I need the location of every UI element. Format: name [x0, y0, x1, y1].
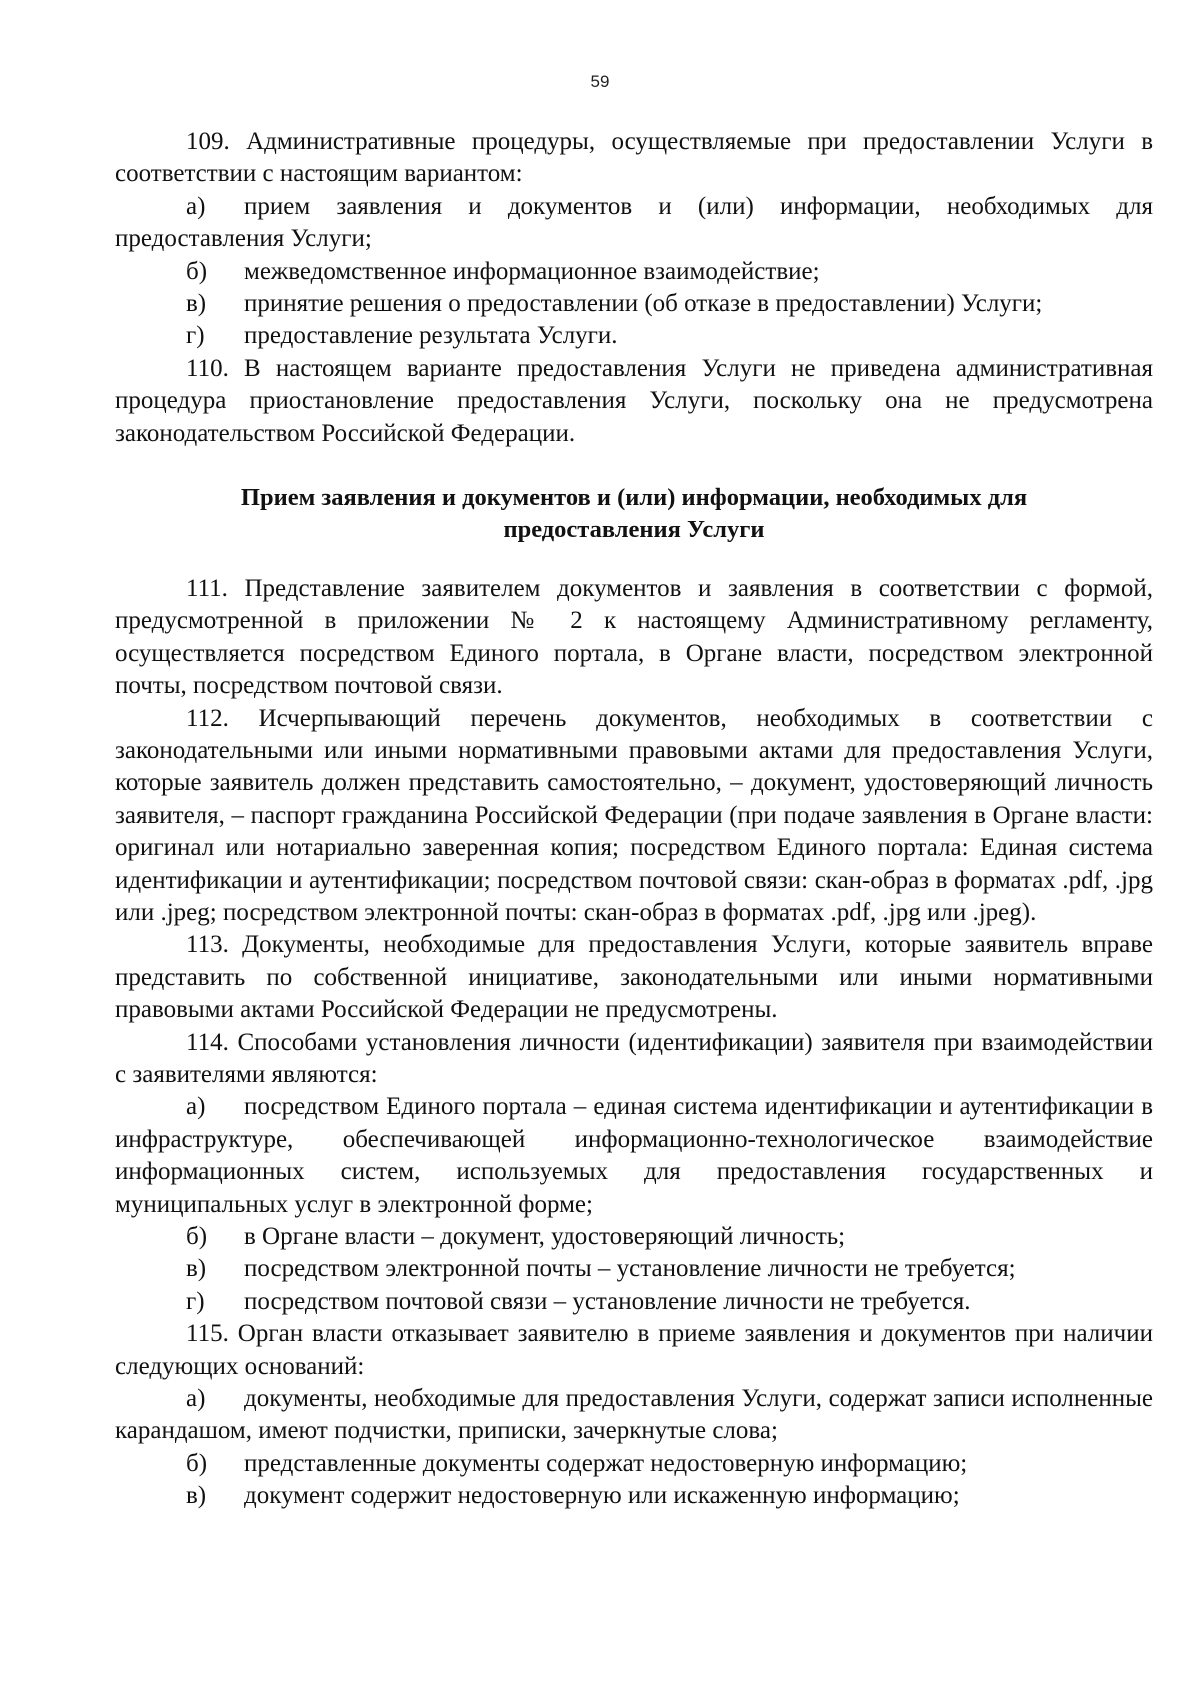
paragraph: 115. Орган власти отказывает заявителю в приеме заявления и документов при наличии следующих оснований: [115, 1320, 1153, 1380]
list-item-label: а) [186, 1385, 206, 1413]
list-item-label: б) [186, 1223, 208, 1250]
list-item [115, 1253, 1153, 1285]
list-item-text: посредством почтовой связи – установление личности не требуется. [244, 1287, 971, 1315]
list-item-label: а) [186, 1093, 206, 1121]
paragraph: 110. В настоящем варианте предоставления Услуги не приведена административная процедура приостановление предоставления Услуги, поскольку она не предусмотрена законодательством Российской Федерации. [115, 354, 1153, 447]
section-application-intake [115, 573, 1153, 1513]
section-procedures [115, 126, 1153, 450]
list-item [115, 1286, 1153, 1318]
paragraph: 112. Исчерпывающий перечень документов, необходимых в соответствии с законодательными или иными нормативными правовыми актами для предоставления Услуги, которые заявитель должен представить самостоятельно, – документ, удостоверяющий личность заявителя, – паспорт гражданина Российской Федерации (при подаче заявления в Органе власти: оригинал или нотариально заверенная копия; посредством Единого портала: Единая система идентификации и аутентификации; посредством почтовой связи: скан-образ в форматах .pdf, .jpg или .jpeg; посредством электронной почты: скан-образ в форматах .pdf, .jpg или .jpeg). [115, 704, 1153, 926]
list-item-label: в) [186, 290, 207, 318]
list-item-text: в Органе власти – документ, удостоверяющий личность; [244, 1223, 846, 1250]
list-item [115, 191, 1153, 256]
list-item-text: предоставление результата Услуги. [244, 322, 618, 350]
list-item-text: посредством Единого портала – единая система идентификации и аутентификации в инфраструктуре, обеспечивающей информационно-технологическое взаимодействие информационных систем, используемых для предоставления государственных и муниципальных услуг в электронной форме; [115, 1093, 1153, 1218]
list-item [115, 256, 1153, 288]
heading-line-1: Прием заявления и документов и (или) информации, необходимых для [240, 484, 1028, 512]
list-item-label: б) [186, 1449, 208, 1477]
list-item-label: г) [186, 322, 205, 350]
list-item-label: а) [186, 192, 206, 220]
list-item-label: в) [186, 1482, 207, 1510]
paragraph: 111. Представление заявителем документов и заявления в соответствии с формой, предусмотренной в приложении № 2 к настоящему Административному регламенту, осуществляется посредством Единого портала, в Органе власти, посредством электронной почты, посредством почтовой связи. [115, 574, 1153, 700]
list-item [115, 288, 1153, 320]
list-item [115, 1383, 1153, 1448]
list-item-text: документ содержит недостоверную или искаженную информацию; [244, 1482, 960, 1510]
list-item-text: представленные документы содержат недостоверную информацию; [244, 1449, 968, 1477]
list-item-text: принятие решения о предоставлении (об отказе в предоставлении) Услуги; [244, 290, 1043, 318]
list-item [115, 1448, 1153, 1480]
section-heading [115, 482, 1153, 547]
list-item-label: в) [186, 1255, 207, 1283]
list-item-label: б) [186, 257, 208, 285]
paragraph: 109. Административные процедуры, осуществляемые при предоставлении Услуги в соответствии с настоящим вариантом: [115, 128, 1153, 188]
list-item [115, 320, 1153, 352]
list-item-label: г) [186, 1287, 205, 1315]
list-item-text: межведомственное информационное взаимодействие; [244, 257, 820, 285]
list-item-text: посредством электронной почты – установление личности не требуется; [244, 1255, 1016, 1283]
list-item [115, 1221, 1153, 1253]
list-item-text: прием заявления и документов и (или) информации, необходимых для предоставления Услуги; [115, 192, 1153, 253]
list-item [115, 1091, 1153, 1221]
list-item-text: документы, необходимые для предоставления Услуги, содержат записи исполненные карандашом, имеют подчистки, приписки, зачеркнутые слова; [115, 1385, 1153, 1445]
document-body [115, 126, 1153, 1513]
paragraph: 113. Документы, необходимые для предоставления Услуги, которые заявитель вправе представить по собственной инициативе, законодательными или иными нормативными правовыми актами Российской Федерации не предусмотрены. [115, 931, 1153, 1024]
heading-line-2: предоставления Услуги [503, 516, 765, 544]
page-number: 59 [590, 72, 610, 91]
paragraph: 114. Способами установления личности (идентификации) заявителя при взаимодействии с заявителями являются: [115, 1028, 1153, 1088]
list-item [115, 1480, 1153, 1512]
